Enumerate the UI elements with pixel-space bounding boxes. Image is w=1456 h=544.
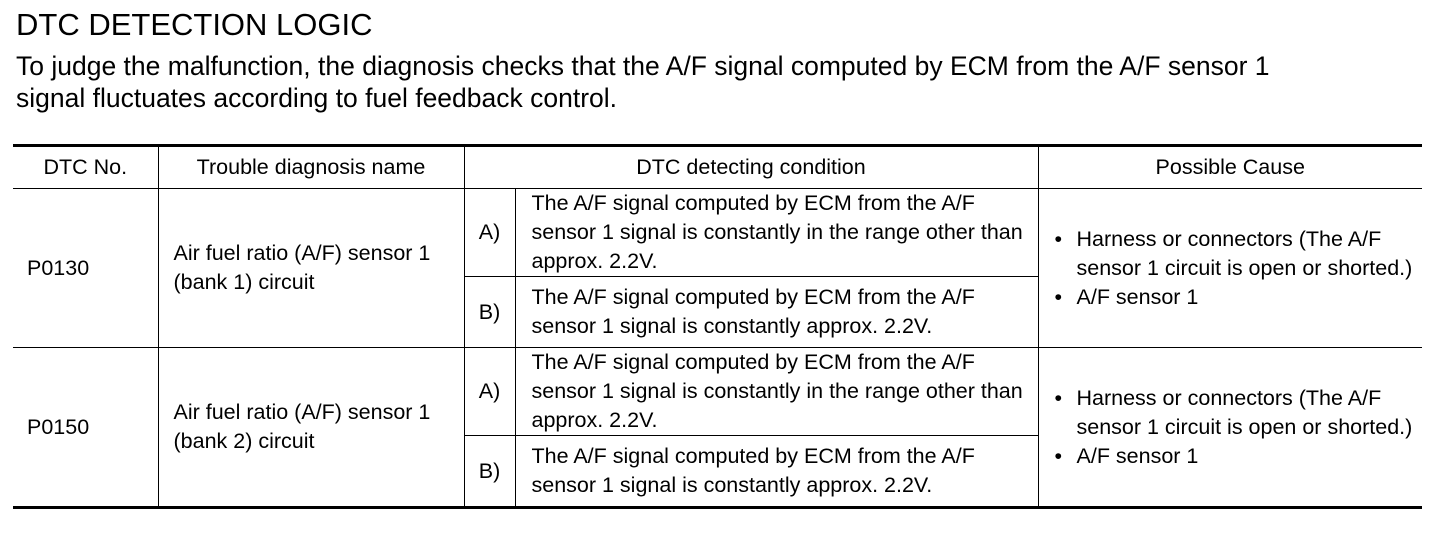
section-title: DTC DETECTION LOGIC [16,7,373,42]
intro-paragraph [16,50,1436,114]
diagnosis-name-line-2: (bank 2) circuit [173,429,315,453]
header-dtc-no: DTC No. [13,146,158,189]
list-item: • Harness or connectors (The A/F sensor 1 circuit is open or shorted.) [1053,384,1415,442]
dtc-table [13,144,1422,509]
table-row [13,348,1422,436]
diagnosis-name-line-1: Air fuel ratio (A/F) sensor 1 [173,400,431,424]
dtc-number-cell: P0150 [13,348,158,508]
intro-line-2: signal fluctuates according to fuel feedback control. [16,83,618,113]
header-trouble-diagnosis-name: Trouble diagnosis name [158,146,464,189]
condition-text-b: The A/F signal computed by ECM from the A/F sensor 1 signal is constantly approx. 2.2V. [515,277,1038,348]
header-dtc-detecting-condition: DTC detecting condition [464,146,1038,189]
diagnosis-name-line-2: (bank 1) circuit [173,270,315,294]
trouble-diagnosis-name-cell [158,189,464,348]
possible-cause-cell [1038,189,1422,348]
condition-text-a: The A/F signal computed by ECM from the A/F sensor 1 signal is constantly in the range other than approx. 2.2V. [515,348,1038,436]
condition-label-b: B) [464,436,515,508]
header-possible-cause: Possible Cause [1038,146,1422,189]
condition-text-b: The A/F signal computed by ECM from the A/F sensor 1 signal is constantly approx. 2.2V. [515,436,1038,508]
condition-label-a: A) [464,189,515,277]
trouble-diagnosis-name-cell [158,348,464,508]
possible-cause-list [1053,225,1415,312]
table-header-row [13,146,1422,189]
possible-cause-cell [1038,348,1422,508]
condition-label-a: A) [464,348,515,436]
table-row [13,189,1422,277]
intro-line-1: To judge the malfunction, the diagnosis checks that the A/F signal computed by ECM from the A/F sensor 1 [16,51,1270,81]
diagnosis-name-line-1: Air fuel ratio (A/F) sensor 1 [173,241,431,265]
list-item: • A/F sensor 1 [1053,283,1415,312]
possible-cause-list [1053,384,1415,471]
list-item: • Harness or connectors (The A/F sensor 1 circuit is open or shorted.) [1053,225,1415,283]
condition-label-b: B) [464,277,515,348]
list-item: • A/F sensor 1 [1053,442,1415,471]
condition-text-a: The A/F signal computed by ECM from the A/F sensor 1 signal is constantly in the range other than approx. 2.2V. [515,189,1038,277]
dtc-number-cell: P0130 [13,189,158,348]
